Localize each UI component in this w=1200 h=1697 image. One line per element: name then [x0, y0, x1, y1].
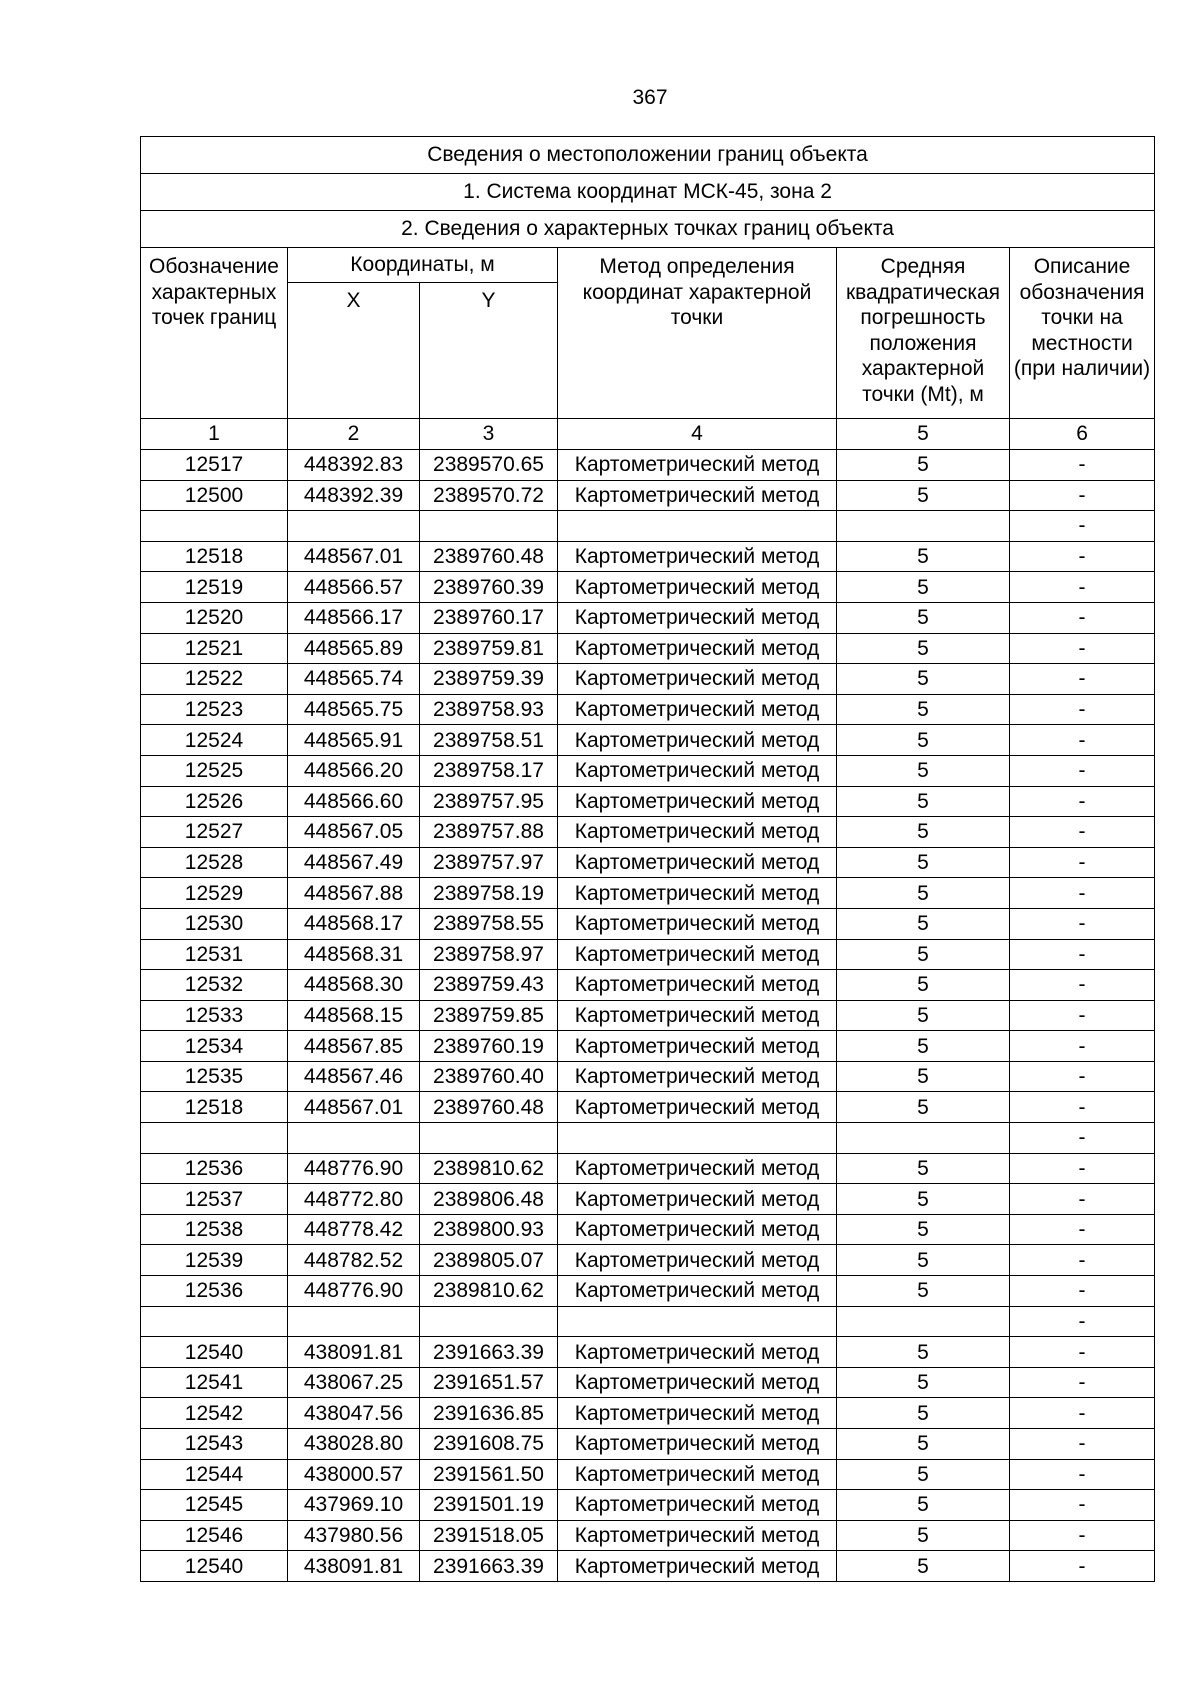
coord-system-title: 1. Система координат МСК-45, зона 2 [141, 174, 1155, 211]
cell-designation: 12518 [141, 1092, 288, 1123]
cell-designation: 12536 [141, 1276, 288, 1307]
header-row-top [141, 248, 1155, 283]
cell-x: 438047.56 [288, 1398, 420, 1429]
cell-designation: 12545 [141, 1490, 288, 1521]
cell-x: 448566.20 [288, 755, 420, 786]
cell-y: 2389759.39 [420, 664, 558, 695]
cell-method: Картометрический метод [558, 1214, 837, 1245]
table-row [141, 572, 1155, 603]
cell-description: - [1010, 1398, 1155, 1429]
cell-method: Картометрический метод [558, 725, 837, 756]
cell-description: - [1010, 786, 1155, 817]
cell-method: Картометрический метод [558, 664, 837, 695]
cell-designation: 12519 [141, 572, 288, 603]
cell-description: - [1010, 817, 1155, 848]
table-row [141, 1551, 1155, 1582]
cell-error: 5 [837, 1061, 1010, 1092]
cell-description: - [1010, 1061, 1155, 1092]
cell-description: - [1010, 1214, 1155, 1245]
cell-error: 5 [837, 450, 1010, 481]
table-row [141, 1184, 1155, 1215]
cell-designation: 12528 [141, 847, 288, 878]
table-row [141, 450, 1155, 481]
cell-x: 448567.49 [288, 847, 420, 878]
cell-y: 2389757.97 [420, 847, 558, 878]
table-row [141, 878, 1155, 909]
table-row [141, 1123, 1155, 1154]
cell-description: - [1010, 939, 1155, 970]
table-row [141, 694, 1155, 725]
table-row [141, 1245, 1155, 1276]
table-row [141, 755, 1155, 786]
cell-y: 2389758.51 [420, 725, 558, 756]
cell-y: 2389760.40 [420, 1061, 558, 1092]
cell-error: 5 [837, 602, 1010, 633]
cell-method: Картометрический метод [558, 1276, 837, 1307]
cell-x: 448566.60 [288, 786, 420, 817]
cell-method: Картометрический метод [558, 1367, 837, 1398]
cell-designation: 12546 [141, 1520, 288, 1551]
table-row [141, 1337, 1155, 1368]
cell-designation: 12540 [141, 1337, 288, 1368]
cell-error: 5 [837, 1337, 1010, 1368]
cell-description: - [1010, 847, 1155, 878]
cell-y: 2389760.17 [420, 602, 558, 633]
table-row [141, 1092, 1155, 1123]
cell-method: Картометрический метод [558, 786, 837, 817]
cell-x: 448565.91 [288, 725, 420, 756]
table-row [141, 1000, 1155, 1031]
cell-designation: 12524 [141, 725, 288, 756]
cell-x: 438028.80 [288, 1429, 420, 1460]
cell-error [837, 1123, 1010, 1154]
cell-y: 2389810.62 [420, 1153, 558, 1184]
cell-designation [141, 1306, 288, 1337]
cell-description: - [1010, 1490, 1155, 1521]
table-row [141, 1153, 1155, 1184]
cell-method [558, 511, 837, 542]
cell-y: 2391501.19 [420, 1490, 558, 1521]
cell-x: 448778.42 [288, 1214, 420, 1245]
table-row [141, 908, 1155, 939]
cell-method: Картометрический метод [558, 1000, 837, 1031]
cell-description: - [1010, 1153, 1155, 1184]
cell-x: 448567.46 [288, 1061, 420, 1092]
cell-y: 2389760.48 [420, 541, 558, 572]
cell-y: 2389759.85 [420, 1000, 558, 1031]
cell-description: - [1010, 572, 1155, 603]
boundary-points-table [140, 136, 1155, 1582]
table-row [141, 1490, 1155, 1521]
table-row [141, 1276, 1155, 1307]
cell-description: - [1010, 1031, 1155, 1062]
cell-x: 448568.17 [288, 908, 420, 939]
cell-error: 5 [837, 664, 1010, 695]
cell-designation: 12526 [141, 786, 288, 817]
cell-method: Картометрический метод [558, 1490, 837, 1521]
table-row [141, 786, 1155, 817]
cell-method [558, 1306, 837, 1337]
cell-error: 5 [837, 939, 1010, 970]
cell-y: 2389760.39 [420, 572, 558, 603]
cell-description: - [1010, 1000, 1155, 1031]
cell-y [420, 511, 558, 542]
cell-y: 2389760.19 [420, 1031, 558, 1062]
cell-error: 5 [837, 541, 1010, 572]
cell-designation: 12530 [141, 908, 288, 939]
cell-method: Картометрический метод [558, 847, 837, 878]
cell-x: 448565.75 [288, 694, 420, 725]
cell-error: 5 [837, 1000, 1010, 1031]
cell-description: - [1010, 664, 1155, 695]
column-number: 6 [1010, 419, 1155, 450]
cell-designation [141, 1123, 288, 1154]
cell-description: - [1010, 1245, 1155, 1276]
cell-x: 448566.57 [288, 572, 420, 603]
cell-x: 448565.89 [288, 633, 420, 664]
cell-error: 5 [837, 633, 1010, 664]
cell-error: 5 [837, 1520, 1010, 1551]
cell-x: 448392.39 [288, 480, 420, 511]
cell-description: - [1010, 480, 1155, 511]
cell-y: 2389806.48 [420, 1184, 558, 1215]
cell-method: Картометрический метод [558, 541, 837, 572]
cell-designation: 12534 [141, 1031, 288, 1062]
cell-description: - [1010, 1306, 1155, 1337]
cell-error [837, 511, 1010, 542]
cell-designation: 12520 [141, 602, 288, 633]
column-number: 4 [558, 419, 837, 450]
cell-description: - [1010, 1337, 1155, 1368]
cell-x: 438091.81 [288, 1551, 420, 1582]
cell-y: 2389759.43 [420, 970, 558, 1001]
cell-method: Картометрический метод [558, 602, 837, 633]
cell-description: - [1010, 1429, 1155, 1460]
cell-description: - [1010, 1092, 1155, 1123]
cell-y: 2389758.17 [420, 755, 558, 786]
cell-error: 5 [837, 1367, 1010, 1398]
cell-x [288, 1306, 420, 1337]
cell-description: - [1010, 450, 1155, 481]
table-row [141, 1398, 1155, 1429]
cell-y: 2389759.81 [420, 633, 558, 664]
cell-y: 2389570.72 [420, 480, 558, 511]
cell-designation: 12537 [141, 1184, 288, 1215]
table-row [141, 480, 1155, 511]
cell-designation: 12538 [141, 1214, 288, 1245]
cell-description: - [1010, 1123, 1155, 1154]
cell-error: 5 [837, 786, 1010, 817]
header-error: Средняя квадратическая погрешность положения характерной точки (Mt), м [837, 248, 1010, 419]
cell-error: 5 [837, 1490, 1010, 1521]
cell-method: Картометрический метод [558, 1398, 837, 1429]
cell-y: 2389570.65 [420, 450, 558, 481]
cell-method: Картометрический метод [558, 1031, 837, 1062]
cell-x: 448566.17 [288, 602, 420, 633]
cell-method: Картометрический метод [558, 1153, 837, 1184]
cell-designation: 12539 [141, 1245, 288, 1276]
cell-method: Картометрический метод [558, 1520, 837, 1551]
cell-description: - [1010, 633, 1155, 664]
cell-description: - [1010, 1184, 1155, 1215]
cell-y: 2389758.19 [420, 878, 558, 909]
cell-description: - [1010, 908, 1155, 939]
cell-x [288, 1123, 420, 1154]
cell-designation: 12532 [141, 970, 288, 1001]
cell-x: 448568.15 [288, 1000, 420, 1031]
table-row [141, 633, 1155, 664]
header-y: Y [420, 283, 558, 419]
cell-designation: 12544 [141, 1459, 288, 1490]
cell-method: Картометрический метод [558, 817, 837, 848]
cell-error: 5 [837, 1459, 1010, 1490]
cell-x: 448782.52 [288, 1245, 420, 1276]
table-row [141, 970, 1155, 1001]
cell-method: Картометрический метод [558, 480, 837, 511]
cell-description: - [1010, 1520, 1155, 1551]
cell-error: 5 [837, 878, 1010, 909]
cell-description: - [1010, 755, 1155, 786]
cell-designation: 12527 [141, 817, 288, 848]
cell-method: Картометрический метод [558, 694, 837, 725]
cell-x: 438091.81 [288, 1337, 420, 1368]
cell-error: 5 [837, 725, 1010, 756]
cell-x: 438067.25 [288, 1367, 420, 1398]
cell-error: 5 [837, 1214, 1010, 1245]
table-title-row [141, 137, 1155, 174]
cell-x: 448567.85 [288, 1031, 420, 1062]
cell-error: 5 [837, 480, 1010, 511]
cell-x: 448567.01 [288, 1092, 420, 1123]
cell-method: Картометрический метод [558, 878, 837, 909]
cell-y: 2389760.48 [420, 1092, 558, 1123]
table-row [141, 1367, 1155, 1398]
cell-y: 2389810.62 [420, 1276, 558, 1307]
cell-x: 448568.31 [288, 939, 420, 970]
cell-method: Картометрический метод [558, 1184, 837, 1215]
cell-error [837, 1306, 1010, 1337]
column-number-row [141, 419, 1155, 450]
cell-error: 5 [837, 908, 1010, 939]
cell-method: Картометрический метод [558, 1061, 837, 1092]
cell-method: Картометрический метод [558, 1092, 837, 1123]
cell-error: 5 [837, 1184, 1010, 1215]
cell-method: Картометрический метод [558, 939, 837, 970]
cell-method: Картометрический метод [558, 572, 837, 603]
cell-description: - [1010, 602, 1155, 633]
cell-description: - [1010, 1367, 1155, 1398]
cell-x: 448565.74 [288, 664, 420, 695]
cell-method: Картометрический метод [558, 908, 837, 939]
column-number: 2 [288, 419, 420, 450]
cell-method: Картометрический метод [558, 450, 837, 481]
cell-description: - [1010, 541, 1155, 572]
cell-y: 2391636.85 [420, 1398, 558, 1429]
table-row [141, 1429, 1155, 1460]
column-number: 5 [837, 419, 1010, 450]
cell-error: 5 [837, 817, 1010, 848]
cell-designation: 12543 [141, 1429, 288, 1460]
table-row [141, 817, 1155, 848]
cell-error: 5 [837, 1245, 1010, 1276]
cell-error: 5 [837, 572, 1010, 603]
cell-y: 2389758.55 [420, 908, 558, 939]
header-coordinates: Координаты, м [288, 248, 558, 283]
cell-method: Картометрический метод [558, 755, 837, 786]
cell-description: - [1010, 694, 1155, 725]
cell-description: - [1010, 1551, 1155, 1582]
cell-designation: 12521 [141, 633, 288, 664]
cell-method: Картометрический метод [558, 1551, 837, 1582]
table-row [141, 725, 1155, 756]
table-row [141, 1520, 1155, 1551]
cell-x: 448567.05 [288, 817, 420, 848]
table-row [141, 602, 1155, 633]
cell-y [420, 1306, 558, 1337]
cell-y: 2389757.88 [420, 817, 558, 848]
cell-description: - [1010, 511, 1155, 542]
cell-method: Картометрический метод [558, 1245, 837, 1276]
header-method: Метод определения координат характерной точки [558, 248, 837, 419]
cell-x: 448776.90 [288, 1276, 420, 1307]
cell-x: 437980.56 [288, 1520, 420, 1551]
cell-error: 5 [837, 847, 1010, 878]
column-number: 1 [141, 419, 288, 450]
cell-designation: 12535 [141, 1061, 288, 1092]
page-number: 367 [632, 86, 668, 109]
cell-designation: 12525 [141, 755, 288, 786]
header-description: Описание обозначения точки на местности (при наличии) [1010, 248, 1155, 419]
cell-designation: 12540 [141, 1551, 288, 1582]
table-title: Сведения о местоположении границ объекта [141, 137, 1155, 174]
header-x: X [288, 283, 420, 419]
table-row [141, 1306, 1155, 1337]
cell-method [558, 1123, 837, 1154]
table-row [141, 1214, 1155, 1245]
cell-error: 5 [837, 1092, 1010, 1123]
cell-description: - [1010, 878, 1155, 909]
table-row [141, 939, 1155, 970]
cell-y: 2389805.07 [420, 1245, 558, 1276]
cell-y: 2391651.57 [420, 1367, 558, 1398]
cell-error: 5 [837, 1398, 1010, 1429]
cell-method: Картометрический метод [558, 970, 837, 1001]
cell-x: 448776.90 [288, 1153, 420, 1184]
cell-y: 2391663.39 [420, 1337, 558, 1368]
cell-error: 5 [837, 694, 1010, 725]
cell-y: 2389758.97 [420, 939, 558, 970]
cell-y: 2389758.93 [420, 694, 558, 725]
cell-designation: 12500 [141, 480, 288, 511]
cell-y: 2391663.39 [420, 1551, 558, 1582]
cell-designation: 12523 [141, 694, 288, 725]
cell-error: 5 [837, 970, 1010, 1001]
column-number: 3 [420, 419, 558, 450]
cell-description: - [1010, 1276, 1155, 1307]
table-row [141, 541, 1155, 572]
coord-system-row [141, 174, 1155, 211]
table-row [141, 1061, 1155, 1092]
cell-designation: 12541 [141, 1367, 288, 1398]
table-row [141, 664, 1155, 695]
cell-description: - [1010, 725, 1155, 756]
cell-designation: 12517 [141, 450, 288, 481]
table-row [141, 511, 1155, 542]
cell-designation: 12542 [141, 1398, 288, 1429]
table-row [141, 1031, 1155, 1062]
cell-x: 448772.80 [288, 1184, 420, 1215]
cell-y: 2391561.50 [420, 1459, 558, 1490]
header-designation: Обозначение характерных точек границ [141, 248, 288, 419]
cell-y: 2391608.75 [420, 1429, 558, 1460]
cell-x: 437969.10 [288, 1490, 420, 1521]
cell-method: Картометрический метод [558, 633, 837, 664]
cell-method: Картометрический метод [558, 1459, 837, 1490]
cell-description: - [1010, 1459, 1155, 1490]
cell-designation: 12533 [141, 1000, 288, 1031]
cell-y: 2389757.95 [420, 786, 558, 817]
cell-x: 448567.88 [288, 878, 420, 909]
table-row [141, 1459, 1155, 1490]
cell-y [420, 1123, 558, 1154]
section-row [141, 211, 1155, 248]
cell-y: 2389800.93 [420, 1214, 558, 1245]
cell-error: 5 [837, 755, 1010, 786]
cell-error: 5 [837, 1551, 1010, 1582]
cell-designation: 12518 [141, 541, 288, 572]
cell-x: 448567.01 [288, 541, 420, 572]
table-row [141, 847, 1155, 878]
cell-designation: 12522 [141, 664, 288, 695]
cell-error: 5 [837, 1429, 1010, 1460]
cell-x [288, 511, 420, 542]
cell-x: 438000.57 [288, 1459, 420, 1490]
cell-x: 448392.83 [288, 450, 420, 481]
cell-designation: 12531 [141, 939, 288, 970]
cell-method: Картометрический метод [558, 1337, 837, 1368]
cell-error: 5 [837, 1153, 1010, 1184]
cell-error: 5 [837, 1276, 1010, 1307]
cell-description: - [1010, 970, 1155, 1001]
cell-error: 5 [837, 1031, 1010, 1062]
cell-method: Картометрический метод [558, 1429, 837, 1460]
cell-y: 2391518.05 [420, 1520, 558, 1551]
cell-x: 448568.30 [288, 970, 420, 1001]
cell-designation [141, 511, 288, 542]
cell-designation: 12536 [141, 1153, 288, 1184]
section-title: 2. Сведения о характерных точках границ объекта [141, 211, 1155, 248]
cell-designation: 12529 [141, 878, 288, 909]
